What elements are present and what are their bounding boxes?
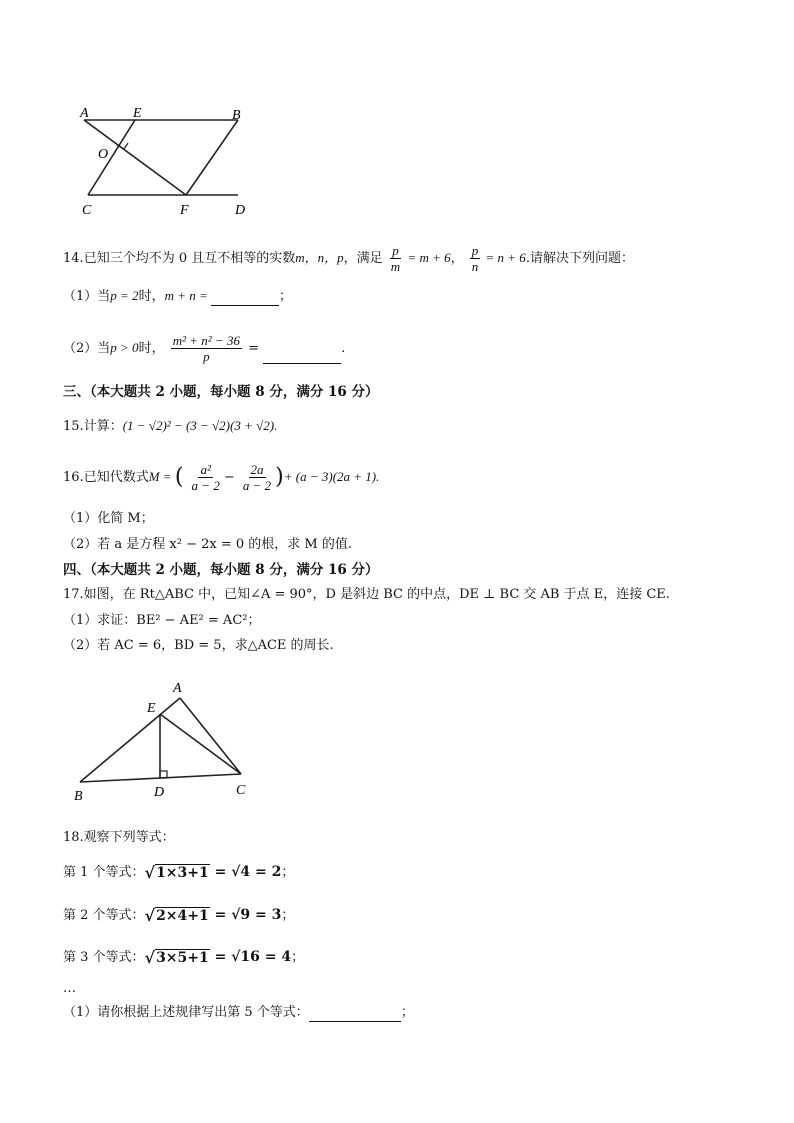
- q18-eq1: 第 1 个等式： √ 1×3+1 = √4 = 2；: [63, 862, 295, 882]
- q16-part2: （2）若 a 是方程 x² − 2x = 0 的根，求 M 的值.: [63, 537, 352, 552]
- label-A: A: [173, 681, 182, 696]
- label-A: A: [80, 106, 89, 121]
- fraction-2a: $\frac{2a}{a - 2}$: [242, 462, 272, 493]
- fraction-a2: $\frac{\text{a²}}{a - 2}$: [191, 462, 220, 493]
- q14-stem: 14.已知三个均不为 0 且互不相等的实数m，n，p，满足 $\frac{p}{m}$ = m + 6， $\frac{p}{n}$ = n + 6.请解决下列问题：: [63, 243, 634, 274]
- answer-blank[interactable]: [263, 349, 341, 364]
- figure-q13: [60, 90, 270, 225]
- label-E: E: [133, 106, 142, 121]
- fraction-expression: $\frac{\text{m² + n² − 36}}{p}$: [172, 333, 240, 364]
- answer-blank[interactable]: [309, 1007, 401, 1022]
- answer-blank[interactable]: [211, 291, 279, 306]
- label-B: B: [74, 789, 83, 804]
- label-D: D: [235, 203, 246, 218]
- q14-part1: （1）当p = 2时，m + n = ；: [63, 288, 293, 304]
- label-B: B: [232, 108, 241, 123]
- section-heading-3: 三、（本大题共 2 小题，每小题 8 分，满分 16 分）: [63, 384, 379, 400]
- q18-dots: …: [63, 981, 76, 996]
- label-D: D: [154, 785, 165, 800]
- q17-stem: 17.如图，在 Rt△ABC 中，已知∠A = 90°，D 是斜边 BC 的中点，DE ⊥ BC 交 AB 于点 E，连接 CE.: [63, 587, 670, 602]
- section-heading-4: 四、（本大题共 2 小题，每小题 8 分，满分 16 分）: [63, 562, 379, 578]
- q18-eq2: 第 2 个等式： √ 2×4+1 = √9 = 3；: [63, 905, 295, 925]
- fraction-p-over-n: $\frac{p}{n}$: [471, 243, 479, 274]
- q15: 15.计算：(1 − √2)² − (3 − √2)(3 + √2).: [63, 418, 278, 434]
- label-C: C: [236, 783, 246, 798]
- q18-stem: 18.观察下列等式：: [63, 830, 175, 845]
- q18-part1: （1）请你根据上述规律写出第 5 个等式： ；: [63, 1005, 414, 1020]
- q18-eq3: 第 3 个等式： √ 3×5+1 = √16 = 4；: [63, 947, 305, 967]
- q16-part1: （1）化简 M；: [63, 511, 154, 526]
- label-F: F: [180, 203, 189, 218]
- label-O: O: [98, 147, 109, 162]
- q17-part2: （2）若 AC = 6，BD = 5，求△ACE 的周长.: [63, 638, 334, 653]
- fraction-p-over-m: $\frac{p}{m}$: [390, 243, 401, 274]
- q16-stem: 16.已知代数式M = ( $\frac{\text{a²}}{a - 2}$ − $\frac{2a}{a - 2}$ )+ (a − 3)(2a + 1).: [63, 462, 380, 493]
- q14-part2: （2）当p > 0时， $\frac{\text{m² + n² − 36}}{p}$ = .: [63, 333, 346, 364]
- label-E: E: [147, 701, 156, 716]
- label-C: C: [82, 203, 92, 218]
- figure-q17: [65, 676, 265, 806]
- q17-part1: （1）求证：BE² − AE² = AC²；: [63, 613, 261, 628]
